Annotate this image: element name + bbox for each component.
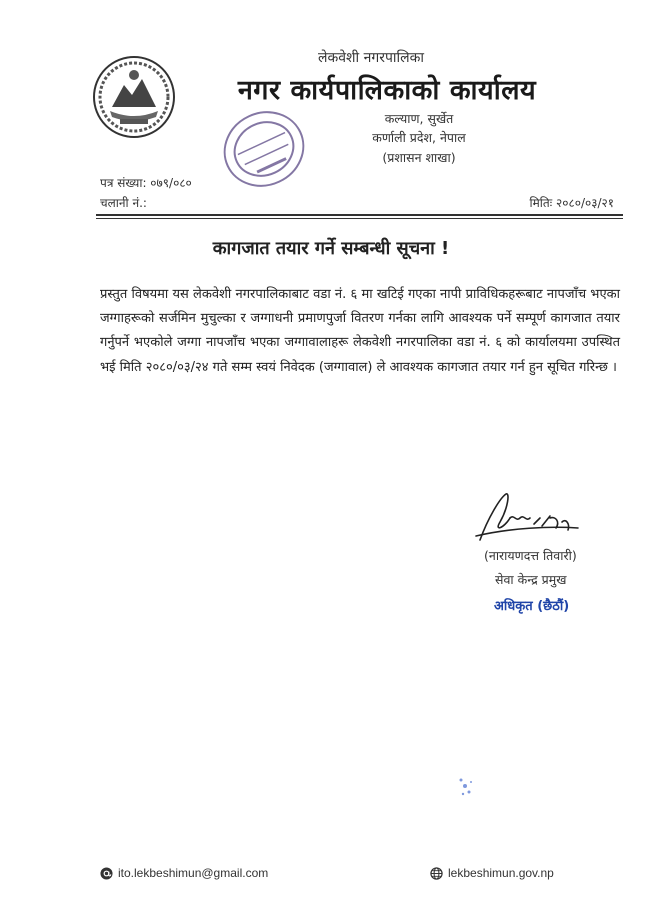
office-title: नगर कार्यपालिकाको कार्यालय — [237, 75, 537, 106]
signatory-role: सेवा केन्द्र प्रमुख — [495, 572, 567, 587]
letter-number: पत्र संख्या: ०७९/०८० — [100, 176, 192, 190]
footer-website — [430, 866, 554, 880]
email-icon — [100, 867, 113, 880]
notice-body: प्रस्तुत विषयमा यस लेकवेशी नगरपालिकाबाट वडा नं. ६ मा खटिई गएका नापी प्राविधिकहरूबाट नापजाँच भएका जग्गाहरूको सर्जमिन मुचुल्का र जग्गाधनी प्रमाणपुर्जा वितरण गर्नका लागि आवश्यक पर्ने सम्पूर्ण कागजात तयार गर्नुपर्ने भएकोले जग्गा नापजाँच भएका जग्गावालाहरू लेकवेशी नगरपालिका वडा नं. ६ को कार्यालयमा उपस्थित भई मिति २०८०/०३/२४ गते सम्म स्वयं निवेदक (जग्गावाल) ले आवश्यक कागजात तयार गर्न हुन सूचित गरिन्छ । — [100, 287, 620, 375]
dispatch-number: चलानी नं.: — [100, 196, 147, 210]
website-link[interactable]: lekbeshimun.gov.np — [448, 866, 554, 880]
handwritten-signature — [470, 488, 580, 548]
address-line-2: कर्णाली प्रदेश, नेपाल — [372, 130, 466, 145]
signatory-name: (नारायणदत्त तिवारी) — [484, 548, 577, 563]
address-line-1: कल्याण, सुर्खेत — [384, 111, 454, 126]
email-address[interactable]: ito.lekbeshimun@gmail.com — [118, 866, 269, 880]
letter-date: मितिः २०८०/०३/२१ — [529, 196, 614, 210]
footer-email — [100, 866, 268, 880]
official-stamp — [218, 103, 310, 195]
header-divider-thin — [96, 218, 623, 219]
header-divider — [96, 214, 623, 216]
municipality-name: लेकवेशी नगरपालिका — [317, 50, 425, 66]
signatory-officer-title: अधिकृत (छैठौं) — [494, 599, 570, 614]
department-name: (प्रशासन शाखा) — [382, 150, 456, 165]
notice-subject: कागजात तयार गर्ने सम्बन्धी सूचना ! — [212, 238, 450, 259]
ink-mark — [455, 772, 477, 802]
globe-icon — [430, 867, 443, 880]
